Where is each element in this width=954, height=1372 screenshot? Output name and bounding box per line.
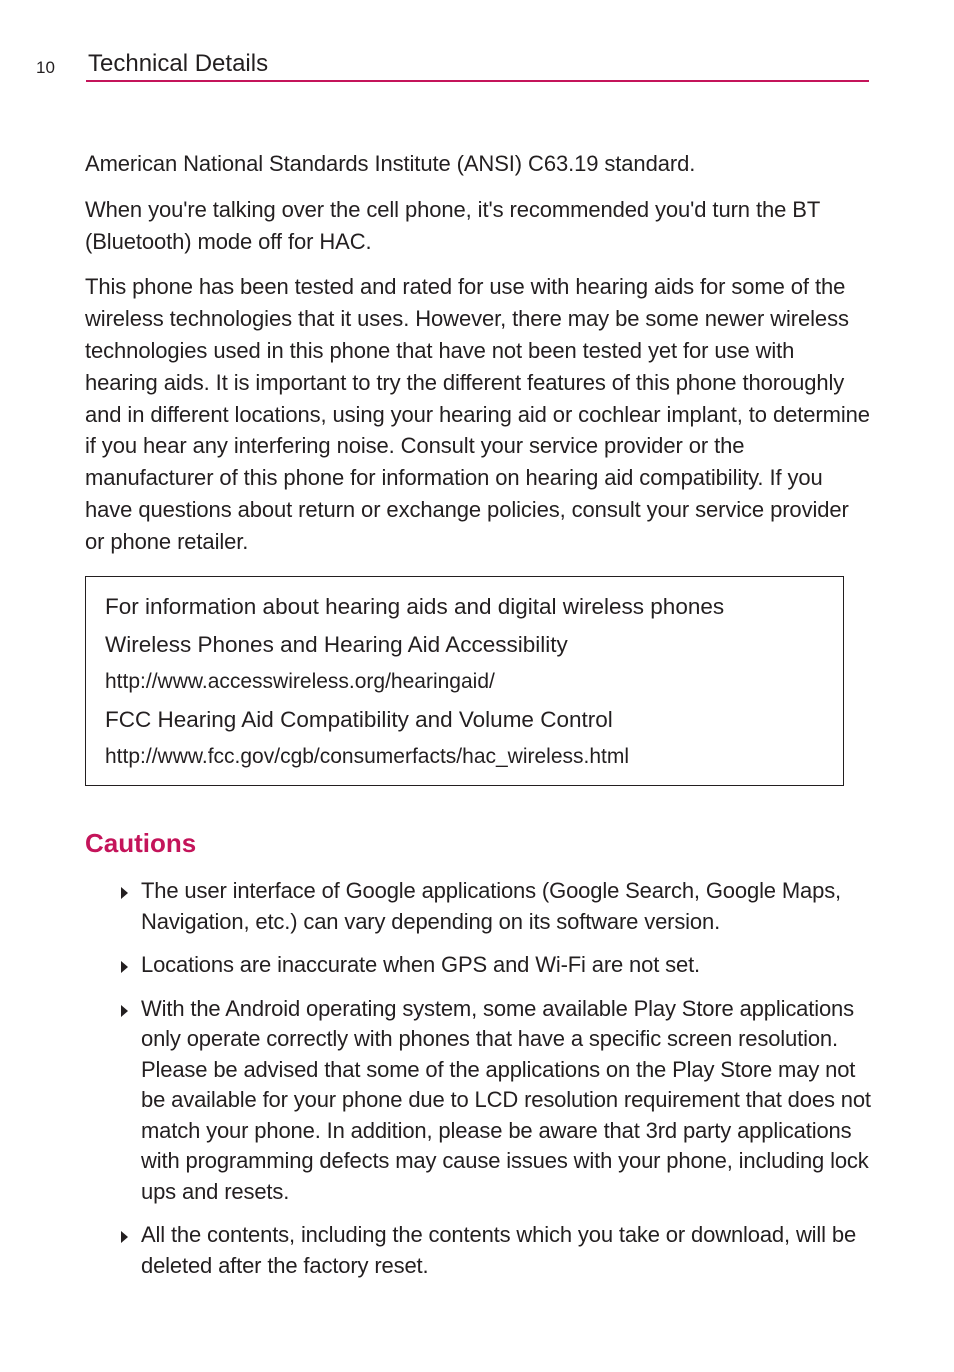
- triangle-bullet-icon: [121, 1005, 128, 1017]
- paragraph-ansi: American National Standards Institute (ANSI) C63.19 standard.: [85, 151, 696, 176]
- paragraph-bluetooth: When you're talking over the cell phone, it's recommended you'd turn the BT (Bluetooth) mode off for HAC.: [85, 196, 820, 254]
- info-box-heading: For information about hearing aids and digital wireless phones: [105, 594, 725, 619]
- triangle-bullet-icon: [121, 961, 128, 973]
- caution-item: [117, 950, 877, 981]
- header-divider: [86, 80, 869, 82]
- caution-item: [117, 876, 877, 937]
- triangle-bullet-icon: [121, 1231, 128, 1243]
- body-text: [85, 148, 870, 572]
- paragraph-hearing-aids: This phone has been tested and rated for use with hearing aids for some of the wireless technologies that it uses. However, there may be some newer wireless technologies used in this phone that have not been tested yet for use with hearing aids. It is important to try the different features of this phone thoroughly and in different locations, using your hearing aid or cochlear implant, to determine if you hear any interfering noise. Consult your service provider or the manufacturer of this phone for information on hearing aid compatibility. If you have questions about return or exchange policies, consult your service provider or phone retailer.: [85, 274, 870, 554]
- info-link1-url[interactable]: http://www.accesswireless.org/hearingaid/: [105, 670, 495, 693]
- cautions-title: Cautions: [85, 828, 197, 858]
- caution-text: All the contents, including the contents which you take or download, will be deleted after the factory reset.: [141, 1222, 857, 1278]
- caution-note: Please be advised that some of the applications on the Play Store may not be available for your phone due to LCD resolution requirement that does not match your phone. In addition, please be aware that 3rd party applications with programming defects may cause issues with your phone, including lock ups and resets.: [141, 1056, 871, 1204]
- info-link2-title: FCC Hearing Aid Compatibility and Volume Control: [105, 707, 613, 732]
- caution-text: The user interface of Google applications (Google Search, Google Maps, Navigation, etc.) can vary depending on its software version.: [141, 878, 842, 934]
- info-link1-title: Wireless Phones and Hearing Aid Accessibility: [105, 632, 568, 657]
- caution-item: [117, 1220, 877, 1281]
- section-header-title: Technical Details: [88, 50, 269, 77]
- caution-text: With the Android operating system, some available Play Store applications only operate correctly with phones that have a specific screen resolution.: [141, 995, 854, 1051]
- page-number: 10: [36, 58, 55, 77]
- caution-item: [117, 994, 877, 1208]
- hearing-aid-info-box: [85, 576, 844, 786]
- cautions-list: [117, 876, 877, 1294]
- caution-text: Locations are inaccurate when GPS and Wi-Fi are not set.: [141, 952, 700, 977]
- info-link2-url[interactable]: http://www.fcc.gov/cgb/consumerfacts/hac_wireless.html: [105, 745, 630, 768]
- triangle-bullet-icon: [121, 887, 128, 899]
